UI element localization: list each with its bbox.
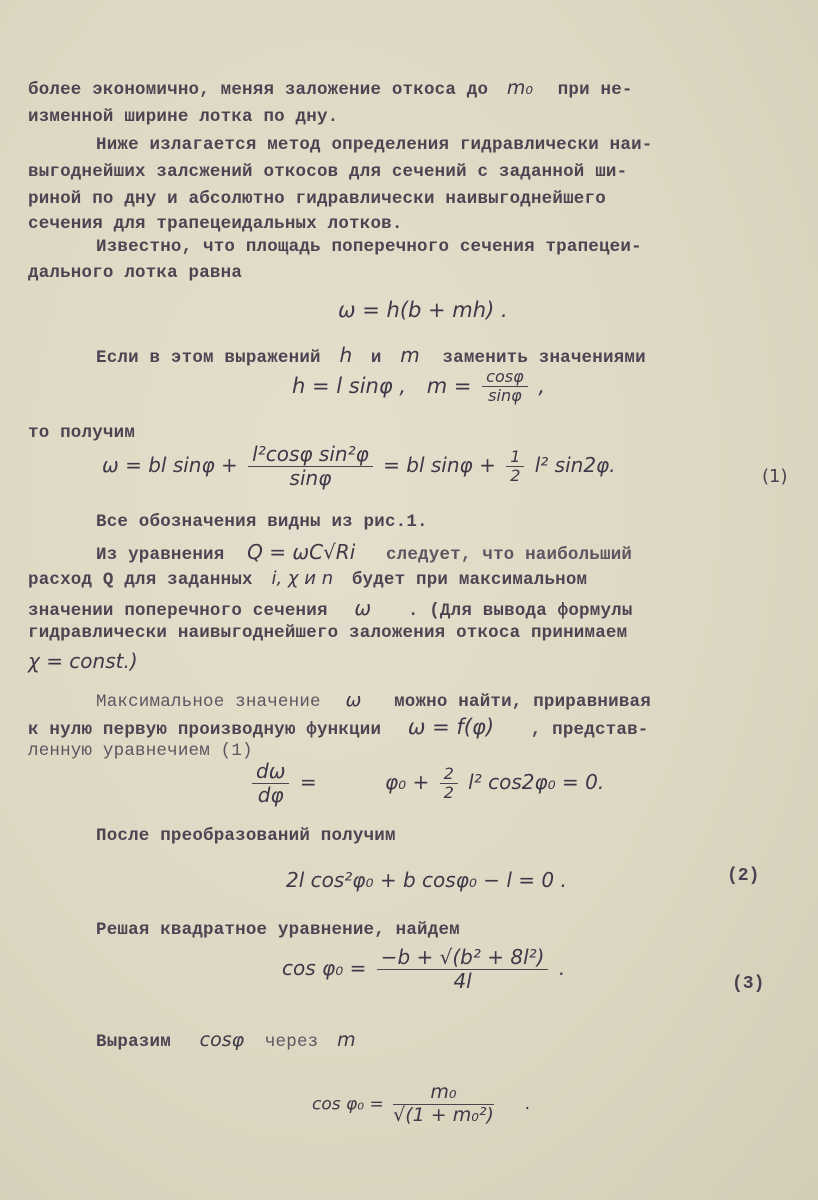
text-line: Известно, что площадь поперечного сечения трапецеи- [96,237,642,257]
text-line [28,568,587,590]
math-part: h = l sinφ , [292,373,407,398]
math-inline: ω [345,689,362,711]
equation-area: ω = h(b + mh) . [338,298,508,322]
fraction [440,765,458,803]
text-span: при не- [557,80,633,100]
math-part: , [538,373,546,398]
text-line: выгоднейших залсжений откосов для сечений с заданной ши- [28,162,628,182]
text-span: расход Q для заданных [28,570,253,590]
text-line [96,540,632,565]
fraction [482,368,527,406]
text-span: можно найти, приравнивая [394,692,651,712]
equation-number-1: (1) [762,466,788,487]
numerator: dω [252,760,289,784]
equation-cos-phi0 [312,1082,531,1127]
denominator: √(1 + m₀²) [393,1103,494,1126]
text-line: Все обозначения видны из рис.1. [96,512,428,532]
text-span: к нулю первую производную функции [28,720,382,740]
numerator: −b + √(b² + 8l²) [377,946,549,970]
denominator: sinφ [482,386,527,405]
math-part: l² sin2φ. [534,453,616,477]
text-span: через [264,1032,319,1052]
text-line [28,596,633,621]
math-inline: m [337,1029,356,1051]
numerator: 2 [440,765,458,784]
text-line [28,649,138,674]
equation-3 [282,946,565,993]
math-part: ω = bl sinφ + [102,453,238,477]
text-span: и [370,348,382,368]
math-inline: m [400,343,420,367]
numerator: l²cosφ sin²φ [248,443,373,467]
equation-substitution [292,368,545,406]
numerator: m₀ [393,1082,494,1105]
fraction [377,946,549,993]
math-inline: ω = f(φ) [407,715,495,739]
text-line: то получим [28,423,136,443]
text-span: Если в этом выражений [96,348,321,368]
math-inline: m₀ [506,77,534,99]
math-part: = bl sinφ + [383,453,496,477]
text-line: изменной ширине лотка по дну. [28,107,339,127]
math-inline: cosφ [199,1029,245,1051]
text-span: Выразим [96,1032,171,1052]
math-part: . [558,956,566,980]
math-inline: i, χ и n [271,568,334,589]
fraction [506,448,524,486]
math-part: cos φ₀ = [282,956,367,980]
numerator: 1 [506,448,524,467]
math-part: cos φ₀ = [312,1094,384,1115]
text-line [96,1029,356,1052]
math-part: φ₀ + [384,770,430,794]
equation-number-3: (3) [732,974,765,994]
text-line: сечения для трапецеидальных лотков. [28,214,403,234]
equation-2: 2l cos²φ₀ + b cosφ₀ − l = 0 . [286,868,567,892]
text-line: Ниже излагается метод определения гидравлически наи- [96,135,653,155]
text-line [28,77,633,100]
text-span: , представ- [530,720,649,740]
fraction [252,760,289,807]
text-span: заменить значениями [442,348,646,368]
text-span: Максимальное значение [96,692,321,712]
text-line [96,343,646,368]
text-span: значении поперечного сечения [28,601,328,621]
denominator: sinφ [289,466,332,490]
text-line: дального лотка равна [28,263,243,283]
text-line [96,689,651,712]
text-span: будет при максимальном [351,570,588,590]
denominator: 2 [443,783,454,802]
equation-number-2: (2) [727,866,760,886]
text-line: После преобразований получим [96,826,396,846]
math-part: = [299,770,317,794]
text-span: . (Для вывода формулы [407,601,633,621]
fraction [248,443,373,490]
equation-1 [102,443,616,490]
math-inline: Q = ωC√Ri [247,540,356,564]
math-part: l² cos2φ₀ = 0. [468,770,605,794]
equation-derivative [248,760,604,807]
math-part: m = [426,373,472,398]
denominator: 2 [510,466,521,485]
math-inline: ω [354,596,372,620]
denominator: 4l [453,969,472,993]
math-inline: h [339,343,353,367]
text-span: Из уравнения [96,545,225,565]
text-line: гидравлически наивыгоднейшего заложения откоса принимаем [28,623,628,643]
text-span: более экономично, меняя заложение откоса до [28,80,489,100]
fraction [393,1082,494,1127]
text-span: следует, что наибольший [385,545,633,565]
denominator: dφ [257,783,284,807]
text-line: ленную уравнечием (1) [28,741,253,761]
numerator: cosφ [486,367,524,386]
text-line: риной по дну и абсолютно гидравлически наивыгоднейшего [28,189,606,209]
text-line [28,715,648,740]
math-inline: χ = const.) [28,649,138,673]
text-line: Решая квадратное уравнение, найдем [96,920,460,940]
math-part: . [525,1094,531,1115]
